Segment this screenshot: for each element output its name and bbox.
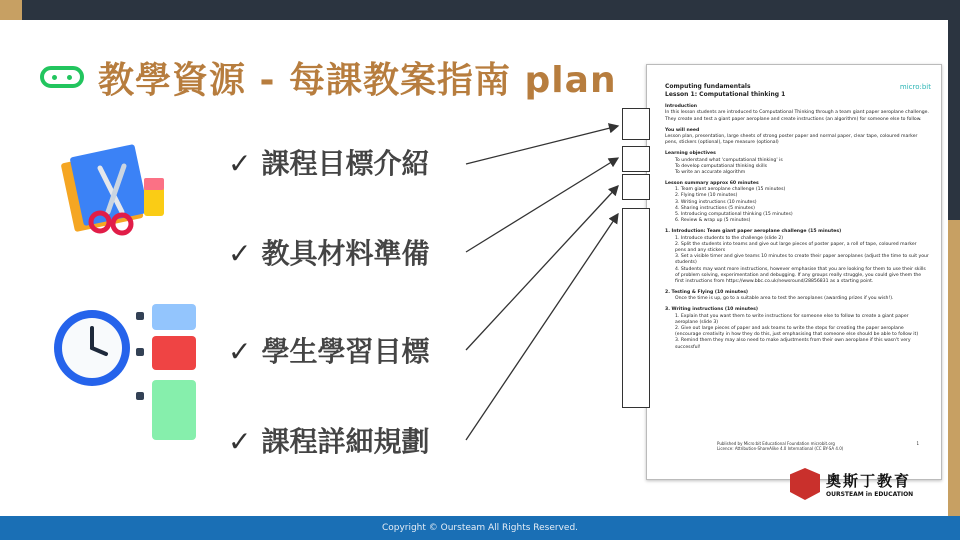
doc-licence: Licence: Attribution-ShareAlike 4.0 International (CC BY-SA 4.0) — [717, 446, 844, 452]
brand-sub: OURSTEAM in EDUCATION — [826, 491, 914, 498]
checkmark-icon: ✓ — [228, 425, 252, 458]
arrow-plan — [466, 214, 618, 440]
doc-summary-item: 3. Writing instructions (10 minutes) — [675, 199, 757, 205]
doc-objective: To develop computational thinking skills — [675, 163, 768, 169]
doc-summary-item: 2. Flying time (10 minutes) — [675, 193, 738, 199]
doc-objectives-heading: Learning objectives — [665, 151, 716, 157]
doc-summary-item: 1. Team giant aeroplane challenge (15 minutes) — [675, 187, 786, 193]
doc-need-heading: You will need — [665, 127, 700, 133]
doc-section3-item: 2. Give out large pieces of paper and ask teams to write the steps for creating the paper aeroplane (encourage creativity in how they do this, just emphasising that someone else should be able to follow it) — [675, 326, 919, 338]
doc-objective: To understand what 'computational thinking' is — [675, 157, 783, 163]
item-label: 學生學習目標 — [261, 335, 430, 368]
microbit-logo: micro:bit — [899, 83, 931, 91]
doc-section1-item: 1. Introduce students to the challenge (slide 2) — [675, 235, 784, 241]
doc-intro-heading: Introduction — [665, 104, 698, 110]
doc-section1-item: 2. Split the students into teams and give out large pieces of poster paper, a roll of tape, coloured marker pens and any stickers — [675, 241, 917, 253]
arrow-materials — [466, 158, 618, 252]
brand-logo — [790, 468, 913, 500]
checkmark-icon: ✓ — [228, 335, 252, 368]
doc-section1-heading: 1. Introduction: Team giant paper aeroplane challenge (15 minutes) — [665, 229, 842, 235]
doc-summary-item: 6. Review & wrap up (5 minutes) — [675, 218, 751, 224]
slide-title: 教學資源 - 每課教案指南 plan — [98, 59, 617, 101]
footer-copyright: Copyright © Oursteam All Rights Reserved. — [381, 523, 579, 533]
arrow-objectives — [466, 126, 618, 164]
doc-summary-heading: Lesson summary approx 60 minutes — [665, 181, 759, 187]
brand-shield-icon — [790, 468, 820, 500]
item-label: 教具材料準備 — [261, 237, 430, 270]
doc-title: Computing fundamentals — [665, 83, 751, 90]
doc-section3-heading: 3. Writing instructions (10 minutes) — [665, 307, 758, 313]
doc-need-text: Lesson plan, presentation, large sheets of strong poster paper and normal paper, clear tape, coloured marker pens, stickers (optional), tape measure (optional) — [665, 133, 918, 146]
doc-page-number: 1 — [916, 441, 919, 446]
item-label: 課程詳細規劃 — [261, 425, 430, 458]
checkmark-icon: ✓ — [228, 237, 252, 270]
arrow-goals — [466, 186, 618, 350]
doc-intro-text: In this lesson students are introduced to Computational Thinking through a team giant paper aeroplane challenge. They create and test a giant paper aeroplane and create instructions (an algorithm) for someone else to follow. — [665, 110, 929, 122]
doc-objective: To write an accurate algorithm — [675, 169, 746, 175]
checkmark-icon: ✓ — [228, 147, 252, 180]
doc-section1-item: 4. Students may want more instructions, however emphasise that you are looking for them to use their skills of problem solving, experimentation and debugging. If any groups really struggle, you could give them the first instructions from https://www.bbc.co.uk/newsround/28856831 as a starting point. — [675, 266, 926, 284]
footer-bar — [0, 516, 960, 540]
doc-publisher: Published by Micro:bit Educational Foundation microbit.org — [717, 441, 835, 446]
doc-summary-item: 4. Sharing instructions (5 minutes) — [675, 205, 755, 211]
doc-section3-item: 3. Remind them they may also need to make adjustments from their own aeroplane if this wasn't very successful! — [675, 338, 911, 350]
doc-subtitle: Lesson 1: Computational thinking 1 — [665, 91, 786, 99]
doc-section3-item: 1. Explain that you want them to write instructions for someone else to follow to create a giant paper aeroplane (slide 3) — [675, 313, 909, 325]
doc-section2-text: Once the time is up, go to a suitable area to test the aeroplanes (awarding prizes if you wish!). — [675, 296, 894, 302]
item-label: 課程目標介紹 — [261, 147, 430, 180]
brand-name: 奧斯丁教育 — [826, 472, 912, 490]
doc-section2-heading: 2. Testing & Flying (10 minutes) — [665, 290, 749, 296]
doc-summary-item: 5. Introducing computational thinking (15 minutes) — [675, 212, 793, 217]
doc-section1-item: 3. Set a visible timer and give teams 10 minutes to create their paper aeroplanes (adjust the time to suit your students) — [675, 254, 929, 266]
